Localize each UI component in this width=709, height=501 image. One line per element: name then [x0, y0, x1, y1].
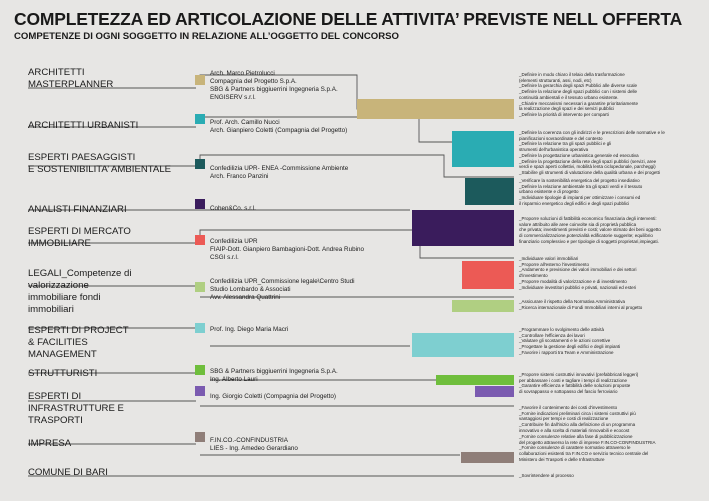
task: continuità ambientali e il tessuto urbano esistente.	[519, 94, 619, 100]
tasks-strutturisti	[519, 372, 638, 395]
category-line: valorizzazione	[28, 280, 89, 291]
member: Arch. Franco Panzini	[210, 172, 269, 180]
member: Confedilizia UPR	[210, 238, 258, 245]
task: valore attribuito alle aree coinvolte sia di proprietà pubblica	[519, 221, 637, 227]
task: _Proporre modalità di valorizzazione e di investimento	[519, 278, 627, 284]
member: Ing. Alberto Lauri	[210, 375, 258, 383]
members-esperti-mercato	[210, 238, 364, 262]
members-strutturisti	[210, 368, 338, 384]
color-marker	[195, 75, 205, 85]
task: _Contribuire fin dall'inizio alla definizione di un programma	[519, 422, 636, 428]
category-comune	[28, 467, 108, 479]
task: _Definire la priorità di intervento per comparti	[519, 111, 609, 117]
task: _Chiarire meccanismi necessari a garantire prioritariamente	[519, 100, 639, 106]
task: _Individuare tipologie di impianti per ottimizzare i consumi ed	[519, 195, 641, 201]
member: Confedilizia UPR_Commissione legale\Centro Studi	[210, 278, 355, 285]
task: pianificazioni sovraordinate e del contesto	[519, 135, 603, 141]
tasks-esperti-paesaggisti	[519, 178, 642, 207]
tasks-analisti-finanziari	[519, 216, 661, 245]
member: Confedilizia UPR- ENEA -Commissione Ambiente	[210, 165, 349, 172]
category-line: immobiliare fondi	[28, 292, 101, 303]
bar-esperti-mercato	[462, 261, 514, 289]
task: di commercializzazione,potenzialità edificatorie suggerite; equilibrio	[519, 233, 653, 239]
task: _Definire la gerarchia degli spazi Pubblici alle diverse scale	[519, 83, 638, 89]
bar-impresa	[461, 452, 514, 463]
member: F.IN.CO.-CONFINDUSTRIA	[210, 437, 289, 444]
task: vantaggiosi per tempi e costi di realizzazione	[519, 416, 609, 422]
task: _Stabilire gli strumenti di valutazione della qualità urbana e dei progetti	[519, 169, 660, 175]
category-legali	[28, 268, 131, 316]
member: FIAIP-Dott. Gianpiero Bambagioni-Dott. Andrea Rubino	[210, 245, 365, 253]
category-infrastrutture	[28, 391, 124, 427]
members-analisti-finanziari	[210, 205, 256, 213]
task: _Favorire i rapporti tra Team e Amministrazione	[519, 349, 614, 355]
member: Cohen&Co. s.r.l.	[210, 205, 256, 212]
task: _Andamento e previsione dei valori immobiliari e dei settori	[519, 267, 637, 273]
category-line: TRASPORTI	[28, 415, 83, 426]
task: _Definire la progettazione della rete degli spazi pubblici (servizi, aree	[519, 158, 657, 164]
tasks-infrastrutture	[519, 405, 636, 434]
task: _Proporre sistemi costruttivi innovativi (prefabbricati leggeri)	[519, 372, 639, 377]
task: _Definire la relazione tra gli spazi pubblici e gli	[519, 141, 612, 147]
tasks-architetti-masterplanner	[519, 72, 638, 118]
task: _Definire la coerenza con gli indirizzi e le prescrizioni delle normative e le	[519, 130, 665, 135]
task: _Definire la relazione degli spazi pubblici con i sistemi delle	[519, 89, 638, 95]
task: _Assicurare il rispetto della Normativa Amministrativa	[519, 299, 626, 304]
color-marker	[195, 386, 205, 396]
member: Arch. Gianpiero Coletti (Compagnia del Progetto)	[210, 126, 348, 134]
category-line: MANAGEMENT	[28, 349, 97, 360]
category-line: STRUTTURISTI	[28, 368, 98, 379]
member: Ing. Giorgio Coletti (Compagnia del Progetto)	[210, 393, 337, 400]
task: _Fornire indicazioni preliminari circa i sistemi costruttivi più	[519, 410, 636, 416]
task: innovativo e alla scelta di materiali rinnovabili e ecocost	[519, 427, 630, 433]
color-marker	[195, 365, 205, 375]
members-infrastrutture	[210, 393, 336, 401]
members-legali	[210, 278, 355, 302]
bar-legali	[452, 300, 514, 312]
task: collaborazioni esistenti tra F.IN.CO e servizio tecnico centrale del	[519, 451, 649, 457]
color-marker	[195, 114, 205, 124]
members-esperti-paesaggisti	[210, 165, 348, 181]
task: _Proporre all'esterno l'investimento	[519, 261, 590, 267]
tasks-esperti-mercato	[519, 256, 637, 290]
members-architetti-masterplanner	[210, 70, 338, 102]
task: _Definire la relazione ambientale tra gli spazi verdi e il tessuto	[519, 183, 643, 189]
category-line: ESPERTI DI MERCATO	[28, 226, 131, 237]
bar-infrastrutture	[475, 386, 514, 397]
task: il risparmio energetico degli edifici e degli spazi pubblici	[519, 200, 630, 206]
tasks-legali	[519, 299, 642, 310]
task: strumenti dell'urbanistica operativa	[519, 147, 589, 153]
category-line: ARCHITETTI	[28, 67, 85, 78]
task: _Verificare la sostenibilità energetica del progetto insediativo	[519, 178, 640, 183]
color-marker	[195, 159, 205, 169]
category-line: COMUNE DI BARI	[28, 467, 108, 478]
task: Ministero dei Trasporti e delle Infrastrutture	[519, 456, 605, 462]
category-line: IMMOBILIARE	[28, 238, 91, 249]
category-esperti-paesaggisti	[28, 152, 171, 176]
color-marker	[195, 199, 205, 209]
member: ENGISERV s.r.l.	[210, 93, 256, 101]
task: _Definire in modo chiaro il telaio della trasformazione	[519, 72, 625, 77]
task: _Valutare gli scostamenti e le azioni correttive	[519, 338, 611, 344]
bar-analisti-finanziari	[412, 210, 514, 246]
bar-project-management	[412, 333, 514, 357]
task: finanziario complessivo e per tipologie di soggetti proprietari,impiegati.	[519, 238, 659, 244]
member: Studio Lombardo & Associati	[210, 285, 291, 293]
category-line: INFRASTRUTTURE E	[28, 403, 124, 414]
bar-architetti-urbanisti	[452, 131, 514, 167]
task: _Favorire il contenimento dei costi d'investimento	[519, 405, 618, 410]
category-esperti-mercato	[28, 226, 131, 250]
member: SBG & Partners biggiuerrini Ingegneria S.p.A.	[210, 85, 338, 93]
tasks-comune	[519, 473, 574, 479]
category-architetti-masterplanner	[28, 67, 113, 91]
category-line: LEGALI_Competenze di	[28, 268, 132, 279]
color-marker	[195, 235, 205, 245]
category-line: E SOSTENIBILITA’ AMBIENTALE	[28, 164, 172, 175]
task: _Programmare lo svolgimento delle attività	[519, 327, 605, 332]
category-line: ESPERTI PAESAGGISTI	[28, 152, 136, 163]
page-title: COMPLETEZZA ED ARTICOLAZIONE DELLE ATTIVITA’ PREVISTE NELL OFFERTA	[14, 9, 683, 29]
color-marker	[195, 282, 205, 292]
task: la realizzazione degli spazi e dei servizi pubblici	[519, 106, 615, 112]
members-project-management	[210, 326, 288, 334]
member: Prof. Ing. Diego Maria Macri	[210, 326, 289, 333]
category-impresa	[28, 438, 71, 450]
tasks-project-management	[519, 327, 620, 356]
member: SBG & Partners biggiuerrini Ingegneria S.p.A.	[210, 368, 338, 375]
category-line: ESPERTI DI	[28, 391, 82, 402]
category-strutturisti	[28, 368, 97, 380]
category-line: IMPRESA	[28, 438, 72, 449]
members-architetti-urbanisti	[210, 119, 347, 135]
color-marker	[195, 323, 205, 333]
category-line: & FACILITIES	[28, 337, 88, 348]
task: _Proporre soluzioni di fattibilità economico finanziaria degli interventi:	[519, 216, 657, 221]
member: Arch. Marco Pietrolucci	[210, 70, 275, 77]
category-line: ARCHITETTI URBANISTI	[28, 120, 139, 131]
tasks-architetti-urbanisti	[519, 130, 665, 176]
task: _Definire la progettazione urbanistica generale ed esecutiva	[519, 152, 639, 158]
task: _Progettare la gestione degli edifici e degli impianti	[519, 344, 621, 350]
category-architetti-urbanisti	[28, 120, 138, 132]
tasks-impresa	[519, 434, 656, 463]
task: che privata; investimenti previsti e costi; valore stimato dei beni oggetto	[519, 227, 661, 233]
category-line: ESPERTI DI PROJECT	[28, 325, 129, 336]
task: d'investimento	[519, 273, 548, 279]
category-analisti-finanziari	[28, 204, 127, 216]
task: urbano esistente e di progetto	[519, 189, 579, 195]
category-line: MASTERPLANNER	[28, 79, 114, 90]
color-marker	[195, 432, 205, 442]
task: per abbassare i costi e tagliare i tempi di realizzazione	[519, 377, 628, 383]
member: LIES - Ing. Amedeo Gerardiano	[210, 444, 298, 452]
bar-strutturisti	[436, 375, 514, 385]
category-line: ANALISTI FINANZIARI	[28, 204, 127, 215]
task: (elementi strutturanti, assi, nodi, etc)	[519, 77, 592, 83]
task: del progetto attraverso la rete di imprese F.IN.CO-CONFINDUSTRIA	[519, 439, 656, 445]
task: _Fornire consulenze relative alla fase di pubblicizzazione	[519, 434, 633, 439]
bar-architetti-masterplanner	[357, 99, 514, 119]
member: Prof. Arch. Camillo Nucci	[210, 119, 280, 126]
category-line: immobiliari	[28, 304, 74, 315]
bar-esperti-paesaggisti	[465, 178, 514, 205]
member: CSGI s.r.l.	[210, 253, 239, 261]
task: _Individuare investitori pubblici e privati, nazionali ed esteri	[519, 284, 637, 290]
task: _Controllare l'efficienza dei lavori	[519, 332, 585, 338]
task: _Sovrintendere al processo	[519, 473, 574, 478]
task: _Individuare valori immobiliari	[519, 256, 579, 261]
category-project-management	[28, 325, 129, 361]
members-impresa	[210, 437, 298, 453]
member: Compagnia del Progetto S.p.A.	[210, 77, 297, 85]
task: verdi e spazi aperti collettivi, mobilità lenta ciclopedonale, parcheggi)	[519, 164, 656, 170]
task: _Ricerca internazionale di Fondi Immobiliari interni al progetto	[519, 304, 643, 310]
member: Avv. Alessandra Quattrini	[210, 293, 281, 301]
task: di sovrappasso e sottopasso del fascio ferroviario	[519, 389, 618, 395]
page-subtitle: COMPETENZE DI OGNI SOGGETTO IN RELAZIONE ALL’OGGETTO DEL CONCORSO	[14, 31, 400, 42]
task: _Garantire efficienza e fattibilità delle soluzioni proposte	[519, 383, 631, 389]
task: _Fornire consulenze di carattere normativo attraverso le	[519, 445, 631, 451]
